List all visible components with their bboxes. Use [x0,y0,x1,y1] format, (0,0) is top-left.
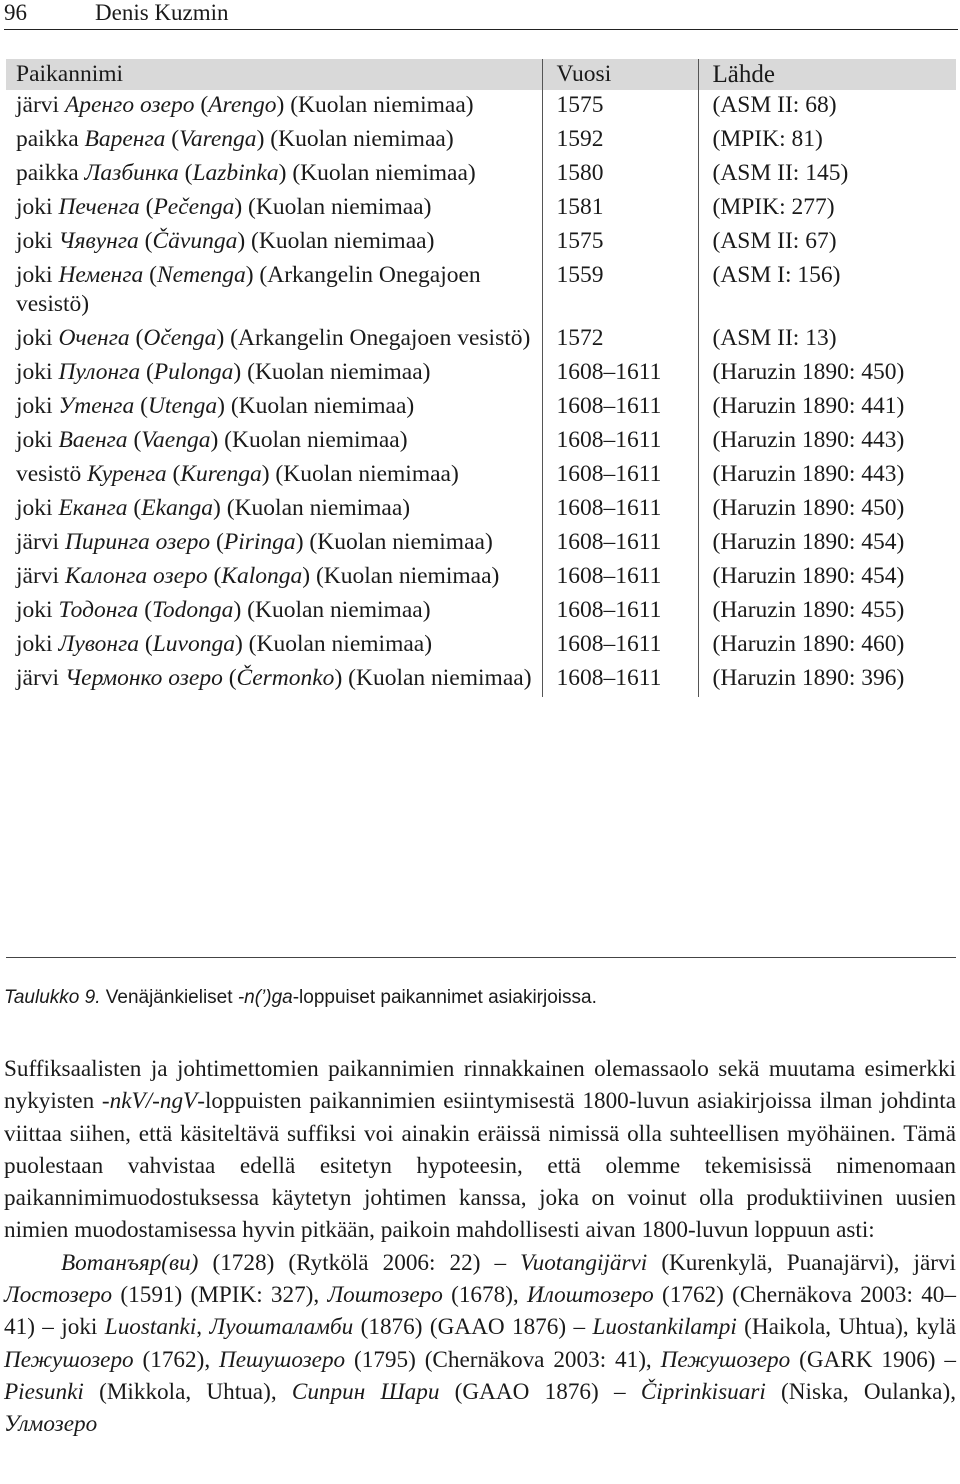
text-run: Suffiksaalisten ja johtimettomien paikannimien rinnakkainen olemassaolo sekä muutama esimerkki nykyisten [4,1056,956,1115]
source-cell: (ASM II: 13) [698,323,956,357]
year-cell: 1592 [542,124,698,158]
russian-name: Аренго озеро [64,92,195,118]
caption-text-end: -loppuiset paikannimet asiakirjoissa. [292,987,597,1008]
feature-type: joki [16,194,53,220]
text-run: (1591) (MPIK: 327), [112,1282,328,1309]
source-cell: (ASM II: 145) [698,158,956,192]
italic-run: Luostankilampi [592,1314,737,1341]
russian-name: Калонга озеро [64,563,208,589]
transliterated-name: Ekanga [141,495,214,521]
text-run: (GAAO 1876) – [439,1378,641,1405]
russian-name: Лувонга [58,631,140,657]
table-row [6,561,956,595]
region: Kuolan niemimaa [254,359,423,385]
table-body [6,90,956,697]
region: Kuolan niemimaa [255,194,424,220]
year-cell: 1572 [542,323,698,357]
place-names-table [6,59,956,697]
transliterated-name: Čävunga [152,228,238,254]
transliterated-name: Pulonga [153,359,234,385]
italic-run: Сиприн Шари [291,1378,440,1405]
place-name-cell: vesistö Куренга (Kurenga) (Kuolan niemimaa) [16,461,459,487]
year-cell: 1581 [542,192,698,226]
source-cell: (Haruzin 1890: 460) [698,629,956,663]
italic-run: Пежушозеро [660,1346,791,1373]
feature-type: joki [16,359,53,385]
paragraph-2 [4,1247,956,1441]
transliterated-name: Todonga [152,597,234,623]
italic-run: Пежушозеро [4,1346,134,1373]
place-name-cell: joki Лувонга (Luvonga) (Kuolan niemimaa) [16,631,433,657]
feature-type: paikka [16,160,79,186]
feature-type: järvi [16,529,60,555]
place-name-cell: joki Еканга (Ekanga) (Kuolan niemimaa) [16,495,411,521]
region: Kuolan niemimaa [254,597,423,623]
text-run: (Haikola, Uhtua), kylä [736,1314,957,1341]
place-name-cell: joki Оченга (Očenga) (Arkangelin Onegajoen vesistö) [16,325,531,351]
table-row [6,226,956,260]
region: Kuolan niemimaa [238,393,407,419]
russian-name: Пиринга озеро [64,529,211,555]
feature-type: joki [16,427,53,453]
source-cell: (Haruzin 1890: 454) [698,527,956,561]
feature-type: paikka [16,126,79,152]
place-name-cell: joki Неменга (Nemenga) (Arkangelin Onegajoen vesistö) [16,262,481,317]
year-cell: 1575 [542,90,698,124]
source-cell: (Haruzin 1890: 441) [698,391,956,425]
year-cell: 1608–1611 [542,425,698,459]
year-cell: 1559 [542,260,698,323]
caption-label: Taulukko 9. [4,987,101,1008]
place-name-cell: joki Утенга (Utenga) (Kuolan niemimaa) [16,393,415,419]
feature-type: joki [16,495,53,521]
italic-run: Илоштозеро [526,1282,654,1309]
table-row [6,595,956,629]
year-cell: 1608–1611 [542,595,698,629]
region: Kuolan niemimaa [323,563,492,589]
text-run: (Niska, Oulanka), [765,1378,956,1405]
table-row [6,493,956,527]
source-cell: (MPIK: 277) [698,192,956,226]
transliterated-name: Lazbinka [192,160,279,186]
russian-name: Чермонко озеро [64,665,223,691]
text-run: (1795) (Chernäkova 2003: 41), [345,1346,661,1373]
caption-suffix: -n(’)ga [237,987,293,1008]
text-run: (Kurenkylä, Puanajärvi), järvi [647,1249,956,1276]
place-name-cell: joki Пулонга (Pulonga) (Kuolan niemimaa) [16,359,431,385]
source-cell: (Haruzin 1890: 396) [698,663,956,697]
feature-type: joki [16,325,53,351]
body-text [4,1053,956,1441]
transliterated-name: Kurenga [180,461,262,487]
table-row [6,663,956,697]
transliterated-name: Luvonga [152,631,235,657]
russian-name: Оченга [58,325,130,351]
table-row [6,425,956,459]
place-names-table-container [6,59,956,958]
region: Kuolan niemimaa [300,160,468,186]
source-cell: (Haruzin 1890: 443) [698,425,956,459]
table-row [6,124,956,158]
russian-name: Ваенга [58,427,128,453]
source-cell: (ASM II: 67) [698,226,956,260]
table-caption [4,986,954,1010]
source-cell: (Haruzin 1890: 455) [698,595,956,629]
source-cell: (Haruzin 1890: 450) [698,493,956,527]
table-row [6,158,956,192]
place-name-cell: paikka Варенга (Varenga) (Kuolan niemimaa) [16,126,454,152]
year-cell: 1608–1611 [542,561,698,595]
transliterated-name: Utenga [147,393,218,419]
table-header-row [6,59,956,90]
region: Kuolan niemimaa [234,495,403,521]
italic-run: Лостозеро [4,1282,113,1309]
year-cell: 1608–1611 [542,493,698,527]
feature-type: joki [16,393,53,419]
place-name-cell: järvi Чермонко озеро (Čermonko) (Kuolan niemimaa) [16,665,532,691]
transliterated-name: Očenga [143,325,217,351]
russian-name: Лазбинка [84,160,179,186]
feature-type: joki [16,262,53,288]
russian-name: Чявунга [58,228,139,254]
table-row [6,629,956,663]
year-cell: 1608–1611 [542,459,698,493]
transliterated-name: Pečenga [153,194,235,220]
text-run: (1762), [133,1346,219,1373]
table-row [6,391,956,425]
text-run: , [196,1314,210,1341]
caption-text: Venäjänkieliset [100,987,238,1008]
region: Arkangelin Onegajoen vesistö [16,262,481,317]
year-cell: 1580 [542,158,698,192]
russian-name: Пулонга [58,359,141,385]
table-row [6,527,956,561]
text-run: (1728) (Rytkölä 2006: 22) – [198,1249,521,1276]
page-number: 96 [4,0,27,25]
table-row [6,357,956,391]
place-name-cell: järvi Пиринга озеро (Piringa) (Kuolan niemimaa) [16,529,493,555]
text-run: -loppuisten paikannimien esiintymisestä 1800-luvun asiakirjoissa ilman johdinta viittaa siihen, että käsiteltävä suffiksi voi ainakin eräissä nimissä olla suhteellisen myöhäinen. Tämä puolestaan vahvistaa edellä esitetyn hypoteesin, että olemme tekemisissä nimenomaan paikannimimuodostuksessa käytetyn johtimen kanssa, joka on voinut olla produktiivinen uusien nimien muodostamisessa hyvin pitkään, paikoin mahdollisesti aivan 1800-luvun loppuun asti: [4,1088,956,1244]
transliterated-name: Nemenga [156,262,246,288]
table-row [6,323,956,357]
region: Kuolan niemimaa [355,665,524,691]
place-name-cell: joki Печенга (Pečenga) (Kuolan niemimaa) [16,194,432,220]
italic-run: Luostanki [104,1314,197,1341]
russian-name: Тодонга [58,597,139,623]
text-run: (GARK 1906) – [790,1346,956,1373]
column-header-place-name: Paikannimi [6,59,542,90]
feature-type: järvi [16,92,60,118]
year-cell: 1608–1611 [542,391,698,425]
place-name-cell: joki Ваенга (Vaenga) (Kuolan niemimaa) [16,427,408,453]
paragraph-1 [4,1053,956,1247]
transliterated-name: Piringa [223,529,296,555]
italic-run: Piesunki [4,1378,84,1405]
place-name-cell: järvi Аренго озеро (Arengo) (Kuolan niemimaa) [16,92,474,118]
header-rule [4,29,958,30]
table-row [6,192,956,226]
russian-name: Куренга [87,461,167,487]
year-cell: 1608–1611 [542,663,698,697]
feature-type: järvi [16,563,60,589]
column-header-year: Vuosi [542,59,698,90]
italic-run: Vuotangijärvi [520,1249,648,1276]
source-cell: (ASM II: 68) [698,90,956,124]
column-header-source: Lähde [698,59,956,90]
feature-type: järvi [16,665,60,691]
year-cell: 1608–1611 [542,357,698,391]
running-head [0,0,960,30]
russian-name: Утенга [58,393,135,419]
russian-name: Неменга [58,262,144,288]
region: Kuolan niemimaa [283,461,451,487]
source-cell: (ASM I: 156) [698,260,956,323]
year-cell: 1608–1611 [542,527,698,561]
source-cell: (Haruzin 1890: 450) [698,357,956,391]
transliterated-name: Arengo [208,92,277,118]
source-cell: (MPIK: 81) [698,124,956,158]
italic-run: Вотанъяр(ви) [61,1249,199,1276]
transliterated-name: Kalonga [221,563,303,589]
table-row [6,90,956,124]
text-run: (Mikkola, Uhtua), [83,1378,292,1405]
source-cell: (Haruzin 1890: 454) [698,561,956,595]
region: Kuolan niemimaa [278,126,446,152]
text-run: (1678), [442,1282,527,1309]
year-cell: 1608–1611 [542,629,698,663]
place-name-cell: paikka Лазбинка (Lazbinka) (Kuolan niemimaa) [16,160,476,186]
transliterated-name: Varenga [179,126,257,152]
place-name-cell: joki Чявунга (Čävunga) (Kuolan niemimaa) [16,228,435,254]
source-cell: (Haruzin 1890: 443) [698,459,956,493]
russian-name: Печенга [58,194,140,220]
table-row [6,260,956,323]
region: Kuolan niemimaa [256,631,425,657]
feature-type: joki [16,631,53,657]
running-head-author: Denis Kuzmin [95,0,229,25]
region: Arkangelin Onegajoen vesistö [237,325,523,351]
feature-type: vesistö [16,461,82,487]
region: Kuolan niemimaa [258,228,427,254]
region: Kuolan niemimaa [317,529,485,555]
transliterated-name: Vaenga [141,427,211,453]
italic-run: Čiprinkisuari [640,1378,766,1405]
italic-run: Улмозеро [4,1411,98,1438]
italic-run: -nkV/-ngV [101,1088,198,1115]
region: Kuolan niemimaa [298,92,466,118]
russian-name: Варенга [84,126,166,152]
table-row [6,459,956,493]
italic-run: Луошталамби [209,1314,354,1341]
place-name-cell: joki Тодонга (Todonga) (Kuolan niemimaa) [16,597,431,623]
feature-type: joki [16,228,53,254]
transliterated-name: Čermonko [236,665,335,691]
place-name-cell: järvi Калонга озеро (Kalonga) (Kuolan niemimaa) [16,563,500,589]
region: Kuolan niemimaa [231,427,400,453]
italic-run: Лоштозеро [327,1282,443,1309]
russian-name: Еканга [58,495,128,521]
feature-type: joki [16,597,53,623]
text-run: (1762) (Chernäkova 2003: 40–41) – joki [4,1282,956,1341]
year-cell: 1575 [542,226,698,260]
text-run: (1876) (GAAO 1876) – [353,1314,593,1341]
italic-run: Пешушозеро [219,1346,346,1373]
